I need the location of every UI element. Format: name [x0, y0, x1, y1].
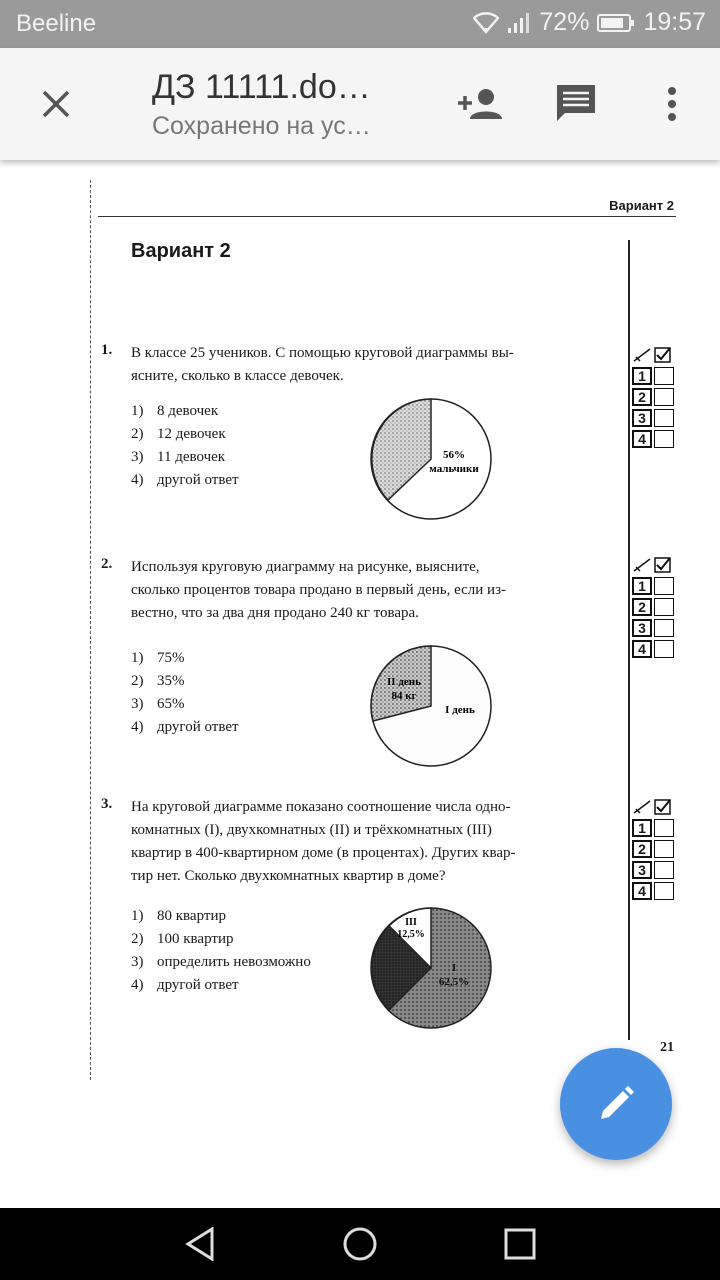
pie-label: 56% [443, 449, 465, 461]
answer-checkbox [654, 598, 674, 616]
question-line: сколько процентов товара продано в первый день, если из- [131, 582, 506, 598]
pie-chart-1 [368, 396, 494, 522]
answer-checkbox [654, 577, 674, 595]
option: 4) другой ответ [131, 472, 239, 488]
running-header: Вариант 2 [609, 198, 674, 213]
more-vert-icon [667, 86, 677, 122]
option: 4) другой ответ [131, 977, 239, 993]
question-line: тир нет. Сколько двухкомнатных квартир в доме? [131, 868, 446, 884]
question-line: комнатных (I), двухкомнатных (II) и трёхкомнатных (III) [131, 822, 492, 838]
answer-checkbox [654, 619, 674, 637]
back-button[interactable] [180, 1224, 220, 1264]
close-button[interactable] [30, 78, 82, 130]
option: 2) 35% [131, 673, 185, 689]
checkbox-checked-icon [654, 557, 672, 573]
answer-checkbox [654, 840, 674, 858]
carrier-name: Beeline [16, 10, 97, 37]
comment-icon [555, 83, 597, 125]
question-line: В классе 25 учеников. С помощью круговой диаграммы вы- [131, 345, 514, 361]
question-line: На круговой диаграмме показано соотношение числа одно- [131, 799, 511, 815]
signal-icon [507, 12, 531, 34]
question-3-text [131, 796, 619, 888]
margin-line [90, 180, 91, 1080]
recents-button[interactable] [500, 1224, 540, 1264]
pie-label: I день [445, 704, 475, 716]
option: 1) 80 квартир [131, 908, 226, 924]
answer-box-row [632, 859, 678, 880]
question-2-options [131, 647, 239, 739]
question-2-number: 2. [101, 556, 113, 572]
question-2-text [131, 556, 619, 625]
answer-number: 4 [632, 430, 652, 448]
option: 1) 8 девочек [131, 403, 219, 419]
answer-number: 3 [632, 619, 652, 637]
back-icon [184, 1227, 216, 1261]
pie-label: I [451, 962, 457, 974]
answer-box-row [632, 817, 678, 838]
pen-mark-icon [632, 347, 654, 363]
answer-header [632, 796, 678, 817]
question-1-options [131, 400, 239, 492]
option: 4) другой ответ [131, 719, 239, 735]
question-3-options [131, 905, 311, 997]
answer-box-row [632, 838, 678, 859]
add-person-icon [456, 87, 504, 121]
answer-checkbox [654, 861, 674, 879]
system-nav-bar [0, 1208, 720, 1280]
answer-header [632, 554, 678, 575]
header-rule [98, 216, 676, 217]
answer-box-row [632, 880, 678, 901]
app-bar [0, 48, 720, 160]
option: 1) 75% [131, 650, 185, 666]
pie-label: 62,5% [438, 976, 470, 988]
answer-number: 4 [632, 882, 652, 900]
answer-checkbox [654, 367, 674, 385]
answer-boxes-1 [632, 344, 678, 449]
answer-box-row [632, 407, 678, 428]
edit-button[interactable] [560, 1048, 672, 1160]
option: 3) 11 девочек [131, 449, 226, 465]
pie-chart-3 [368, 905, 494, 1031]
question-line: Используя круговую диаграмму на рисунке, выясните, [131, 559, 480, 575]
answer-column-rule [628, 240, 630, 1040]
battery-percent: 72% [539, 8, 590, 36]
answer-number: 2 [632, 598, 652, 616]
option: 3) 65% [131, 696, 185, 712]
answer-number: 3 [632, 409, 652, 427]
battery-icon [597, 13, 635, 33]
answer-number: 4 [632, 640, 652, 658]
question-line: вестно, что за два дня продано 240 кг товара. [131, 605, 419, 621]
pie-label: мальчики [429, 463, 479, 475]
variant-title: Вариант 2 [131, 240, 231, 262]
option: 2) 12 девочек [131, 426, 226, 442]
pencil-icon [597, 1085, 635, 1123]
option: 2) 100 квартир [131, 931, 234, 947]
answer-box-row [632, 428, 678, 449]
checkbox-checked-icon [654, 799, 672, 815]
more-options-button[interactable] [646, 78, 698, 130]
answer-checkbox [654, 430, 674, 448]
pie-label: III [405, 917, 417, 928]
clock: 19:57 [643, 8, 706, 36]
question-line: ясните, сколько в классе девочек. [131, 368, 344, 384]
answer-box-row [632, 365, 678, 386]
document-title: ДЗ 11111.do… [152, 68, 371, 106]
question-1-number: 1. [101, 342, 113, 358]
wifi-icon [473, 12, 499, 34]
pie-label: 12,5% [397, 929, 425, 940]
answer-number: 1 [632, 367, 652, 385]
comments-button[interactable] [550, 78, 602, 130]
answer-number: 2 [632, 840, 652, 858]
pen-mark-icon [632, 557, 654, 573]
answer-box-row [632, 638, 678, 659]
answer-checkbox [654, 409, 674, 427]
answer-checkbox [654, 882, 674, 900]
save-status: Сохранено на ус… [152, 112, 371, 140]
status-bar [0, 0, 720, 48]
home-icon [342, 1226, 378, 1262]
answer-checkbox [654, 819, 674, 837]
pen-mark-icon [632, 799, 654, 815]
answer-checkbox [654, 388, 674, 406]
pie-chart-2 [368, 643, 494, 769]
pie-label: 84 кг [391, 690, 417, 702]
answer-number: 1 [632, 577, 652, 595]
answer-box-row [632, 575, 678, 596]
option: 3) определить невозможно [131, 954, 311, 970]
close-icon [41, 89, 71, 119]
checkbox-checked-icon [654, 347, 672, 363]
answer-box-row [632, 386, 678, 407]
page-number: 21 [660, 1040, 674, 1055]
recents-icon [504, 1228, 536, 1260]
answer-boxes-2 [632, 554, 678, 659]
question-3-number: 3. [101, 796, 113, 812]
answer-boxes-3 [632, 796, 678, 901]
answer-number: 1 [632, 819, 652, 837]
share-button[interactable] [454, 78, 506, 130]
home-button[interactable] [340, 1224, 380, 1264]
answer-header [632, 344, 678, 365]
answer-box-row [632, 617, 678, 638]
question-1-text [131, 342, 619, 388]
answer-checkbox [654, 640, 674, 658]
answer-number: 3 [632, 861, 652, 879]
pie-label: II день [387, 676, 421, 688]
question-line: квартир в 400-квартирном доме (в процентах). Других квар- [131, 845, 516, 861]
answer-number: 2 [632, 388, 652, 406]
answer-box-row [632, 596, 678, 617]
